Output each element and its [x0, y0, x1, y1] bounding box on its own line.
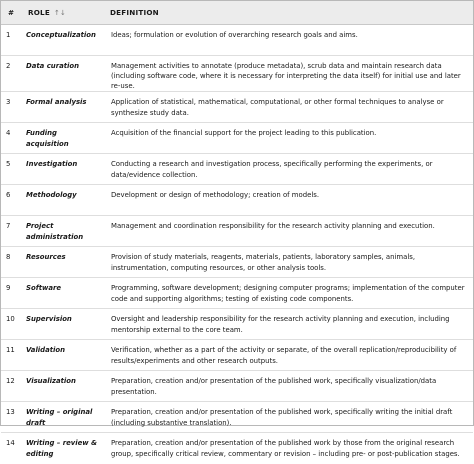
row-number: 12: [1, 371, 21, 402]
role-name: Data curation: [21, 55, 103, 92]
role-name: Funding acquisition: [21, 123, 103, 154]
table-row: [1, 402, 473, 433]
table-row: [1, 216, 473, 247]
role-name: Writing – original draft: [21, 402, 103, 433]
role-definition: Conducting a research and investigation process, specifically performing the experiments, or data/evidence collection.: [103, 154, 473, 185]
column-header-definition-label: DEFINITION: [110, 7, 159, 17]
column-header-role[interactable]: [21, 1, 103, 24]
row-number: 1: [6, 30, 11, 39]
role-definition: Ideas; formulation or evolution of overarching research goals and aims.: [111, 30, 358, 39]
row-number: 4: [1, 123, 21, 154]
role-definition: Management activities to annotate (produce metadata), scrub data and maintain research data (including software code, where it is necessary for interpreting the data itself) for initial use and later re-use.: [103, 55, 473, 92]
role-name: Supervision: [21, 309, 103, 340]
column-header-definition[interactable]: [103, 1, 473, 24]
table-row: [1, 154, 473, 185]
table-row: [1, 24, 473, 55]
role-definition: Programming, software development; designing computer programs; implementation of the computer code and supporting algorithms; testing of existing code components.: [103, 278, 473, 309]
role-definition: Management and coordination responsibility for the research activity planning and execution.: [103, 216, 473, 247]
role-definition: Provision of study materials, reagents, materials, patients, laboratory samples, animals, instrumentation, computing resources, or other analysis tools.: [103, 247, 473, 278]
role-name: Conceptualization: [26, 30, 96, 39]
role-name: Visualization: [21, 371, 103, 402]
table-row: [1, 309, 473, 340]
table-row: [1, 92, 473, 123]
column-header-num[interactable]: [1, 1, 21, 24]
row-number: 5: [1, 154, 21, 185]
role-definition: Application of statistical, mathematical, computational, or other formal techniques to analyse or synthesize study data.: [103, 92, 473, 123]
row-number: 14: [1, 433, 21, 464]
table-row: [1, 340, 473, 371]
row-number: 3: [1, 92, 21, 123]
table-row: [1, 55, 473, 92]
column-header-num-label: #: [8, 7, 15, 17]
role-definition: Verification, whether as a part of the activity or separate, of the overall replication/reproducibility of results/experiments and other research outputs.: [103, 340, 473, 371]
role-definition: Preparation, creation and/or presentation of the published work, specifically writing the initial draft (including substantive translation).: [103, 402, 473, 433]
role-name: Project administration: [21, 216, 103, 247]
table-row: [1, 371, 473, 402]
row-number: 13: [1, 402, 21, 433]
role-name: Software: [21, 278, 103, 309]
role-definition: Acquisition of the financial support for the project leading to this publication.: [103, 123, 473, 154]
row-number: 6: [1, 185, 21, 216]
role-definition: Preparation, creation and/or presentation of the published work by those from the original research group, specifically critical review, commentary or revision – including pre- or post-publication stages.: [103, 433, 473, 464]
role-name: Investigation: [21, 154, 103, 185]
row-number: 2: [1, 55, 21, 92]
row-number: 11: [1, 340, 21, 371]
table-row: [1, 278, 473, 309]
role-name: Validation: [21, 340, 103, 371]
role-name: Writing – review & editing: [21, 433, 103, 464]
role-name: Formal analysis: [21, 92, 103, 123]
table-row: [1, 185, 473, 216]
table-header-row: [1, 1, 473, 24]
role-definition: Development or design of methodology; creation of models.: [103, 185, 473, 216]
row-number: 9: [1, 278, 21, 309]
row-number: 10: [1, 309, 21, 340]
table-row: [1, 123, 473, 154]
contributor-roles-table: [1, 1, 473, 464]
row-number: 7: [1, 216, 21, 247]
role-definition: Oversight and leadership responsibility for the research activity planning and execution, including mentorship external to the core team.: [103, 309, 473, 340]
row-number: 8: [1, 247, 21, 278]
role-name: Methodology: [21, 185, 103, 216]
role-name: Resources: [21, 247, 103, 278]
role-definition: Preparation, creation and/or presentation of the published work, specifically visualization/data presentation.: [103, 371, 473, 402]
table-row: [1, 247, 473, 278]
column-header-role-label: ROLE: [28, 7, 50, 17]
table-row: [1, 433, 473, 464]
sort-icon[interactable]: ↑↓: [53, 8, 67, 17]
